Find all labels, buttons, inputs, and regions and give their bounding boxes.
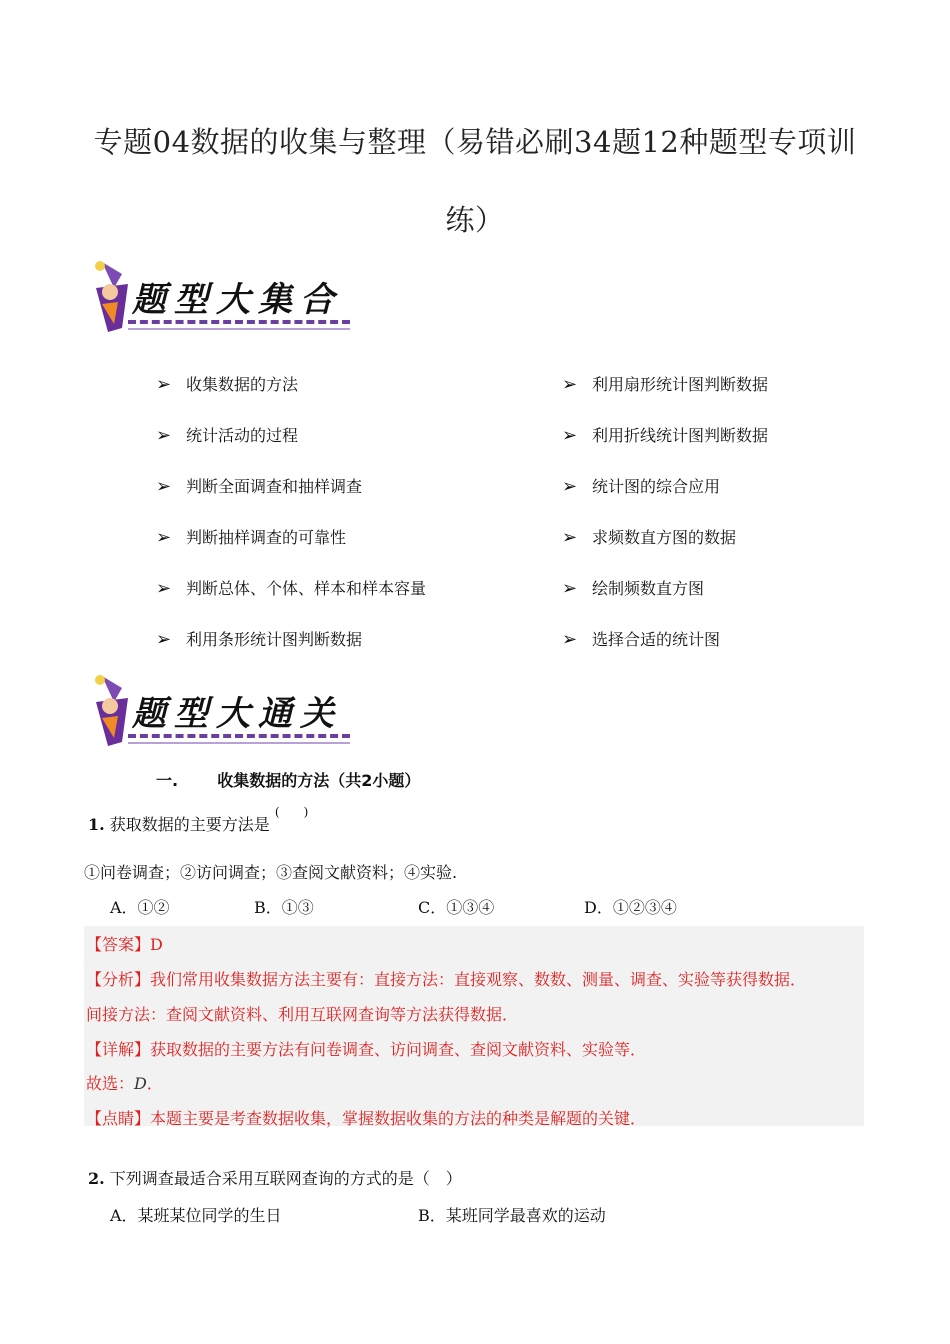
divider: [128, 328, 350, 330]
toc-item[interactable]: ➢ 判断总体、个体、样本和样本容量: [156, 578, 427, 599]
option-c[interactable]: C．①③④: [418, 898, 495, 917]
arrow-icon: ➢: [562, 527, 578, 548]
toc-item[interactable]: ➢ 判断抽样调查的可靠性: [156, 527, 347, 548]
page-title-cont: 练）: [445, 203, 505, 237]
analysis: 【分析】我们常用收集数据方法主要有：直接方法：直接观察、数数、测量、调查、实验等获得数据．: [86, 970, 807, 989]
toc-item[interactable]: ➢ 统计图的综合应用: [562, 476, 721, 497]
comment: 【点睛】本题主要是考查数据收集，掌握数据收集的方法的种类是解题的关键．: [86, 1109, 647, 1128]
analysis-cont: 间接方法：查阅文献资料、利用互联网查询等方法获得数据．: [86, 1005, 519, 1024]
divider: [128, 320, 350, 324]
question-1-items: ①问卷调查；②访问调查；③查阅文献资料；④实验.: [84, 863, 458, 882]
divider: [128, 734, 350, 738]
arrow-icon: ➢: [562, 425, 578, 446]
arrow-icon: ➢: [562, 374, 578, 395]
option-b[interactable]: B．某班同学最喜欢的运动: [418, 1206, 606, 1225]
banner-title: 题型大集合: [132, 280, 342, 320]
toc-item[interactable]: ➢ 选择合适的统计图: [562, 629, 721, 650]
toc-right: [562, 372, 902, 678]
answer: 【答案】D: [86, 935, 163, 954]
toc-left: [156, 372, 536, 678]
arrow-icon: ➢: [156, 578, 172, 599]
toc-item[interactable]: ➢ 利用折线统计图判断数据: [562, 425, 769, 446]
toc-item[interactable]: ➢ 求频数直方图的数据: [562, 527, 737, 548]
arrow-icon: ➢: [562, 578, 578, 599]
divider: [128, 742, 350, 744]
option-a[interactable]: A．①②: [110, 898, 170, 917]
section-heading: 一. 收集数据的方法（共2小题）: [156, 771, 421, 790]
answer-box: [84, 926, 864, 1126]
conclusion: 故选：D．: [86, 1074, 163, 1093]
page-title: 专题04数据的收集与整理（易错必刷34题12种题型专项训: [93, 125, 857, 159]
toc-item[interactable]: ➢ 利用条形统计图判断数据: [156, 629, 363, 650]
toc-item[interactable]: ➢ 判断全面调查和抽样调查: [156, 476, 363, 497]
toc-item[interactable]: ➢ 绘制频数直方图: [562, 578, 705, 599]
toc-item[interactable]: ➢ 利用扇形统计图判断数据: [562, 374, 769, 395]
banner-question-types: [88, 258, 358, 338]
option-a[interactable]: A．某班某位同学的生日: [110, 1206, 282, 1225]
arrow-icon: ➢: [156, 476, 172, 497]
toc-item[interactable]: ➢ 统计活动的过程: [156, 425, 299, 446]
arrow-icon: ➢: [156, 374, 172, 395]
question-2: 2. 下列调查最适合采用互联网查询的方式的是（ ）: [88, 1169, 462, 1188]
arrow-icon: ➢: [156, 425, 172, 446]
arrow-icon: ➢: [156, 527, 172, 548]
banner-practice: [88, 672, 358, 752]
detail: 【详解】获取数据的主要方法有问卷调查、访问调查、查阅文献资料、实验等．: [86, 1040, 647, 1059]
arrow-icon: ➢: [562, 629, 578, 650]
question-1: 1. 获取数据的主要方法是 ( ): [88, 805, 309, 834]
banner-title: 题型大通关: [132, 694, 342, 734]
arrow-icon: ➢: [562, 476, 578, 497]
option-d[interactable]: D．①②③④: [584, 898, 677, 917]
toc-item[interactable]: ➢ 收集数据的方法: [156, 374, 299, 395]
option-b[interactable]: B．①③: [254, 898, 314, 917]
arrow-icon: ➢: [156, 629, 172, 650]
